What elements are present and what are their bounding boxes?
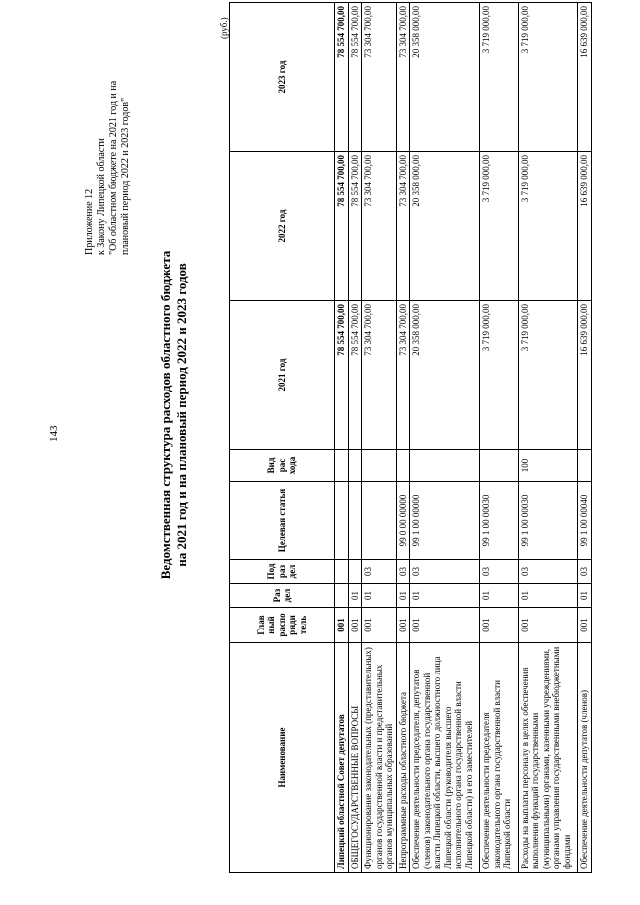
cell-vid: 100 [518,450,578,482]
cell-podrazdel: 03 [518,560,578,584]
cell-podrazdel: 03 [396,560,410,584]
cell-target: 99 0 00 00000 [396,482,410,560]
header-vid: Вид рас хода [230,450,335,482]
cell-razdel: 01 [518,584,578,608]
table-row [396,3,410,873]
cell-podrazdel [348,560,362,584]
cell-vid [578,450,592,482]
cell-podrazdel [335,560,349,584]
cell-2022: 78 554 700,00 [348,152,362,301]
currency-units: (руб.) [219,17,229,39]
header-target: Целевая статья [230,482,335,560]
cell-podrazdel: 03 [480,560,519,584]
table-row [335,3,349,873]
cell-glav: 001 [362,608,397,643]
cell-name: Обеспечение деятельности председателя законодательного органа государственной власти Липецкой области [480,643,519,873]
cell-name: Липецкий областной Совет депутатов [335,643,349,873]
cell-2023: 73 304 700,00 [362,3,397,152]
table-header-row [230,3,335,873]
cell-vid [480,450,519,482]
cell-razdel: 01 [362,584,397,608]
cell-razdel: 01 [410,584,480,608]
cell-name: ОБЩЕГОСУДАРСТВЕННЫЕ ВОПРОСЫ [348,643,362,873]
cell-name: Обеспечение деятельности депутатов (членов) [578,643,592,873]
cell-2022: 73 304 700,00 [362,152,397,301]
cell-name: Обеспечение деятельности председателя, депутатов (членов) законодательного органа государственной власти Липецкой области, высшего должностного лица Липецкой области (руководителя высшего исполнительного органа государственной власти Липецкой области) и его заместителей [410,643,480,873]
header-2022: 2022 год [230,152,335,301]
cell-2021: 73 304 700,00 [362,301,397,450]
header-name: Наименование [230,643,335,873]
cell-podrazdel: 03 [578,560,592,584]
cell-2023: 3 719 000,00 [480,3,519,152]
table-row [362,3,397,873]
cell-2023: 16 639 000,00 [578,3,592,152]
document-title [158,155,190,675]
title-line-2: на 2021 год и на плановый период 2022 и 2023 годов [174,263,189,567]
cell-glav: 001 [410,608,480,643]
cell-target: 99 1 00 00030 [518,482,578,560]
header-razdel: Раз дел [230,584,335,608]
header-2021: 2021 год [230,301,335,450]
cell-target: 99 1 00 00000 [410,482,480,560]
cell-vid [396,450,410,482]
cell-name: Расходы на выплаты персоналу в целях обеспечения выполнения функций государственными (муниципальными) органами, казенными учреждениями, органами управления государственными внебюджетными фондами [518,643,578,873]
cell-glav: 001 [480,608,519,643]
cell-2021: 78 554 700,00 [348,301,362,450]
cell-2022: 3 719 000,00 [518,152,578,301]
cell-2022: 20 358 000,00 [410,152,480,301]
appendix-line-2: к Закону Липецкой области [96,138,107,255]
appendix-note [84,81,132,255]
cell-2021: 73 304 700,00 [396,301,410,450]
cell-razdel: 01 [396,584,410,608]
budget-table [229,2,592,873]
cell-name: Функционирование законодательных (представительных) органов государственной власти и представительных органов муниципальных образований [362,643,397,873]
cell-vid [410,450,480,482]
cell-target: 99 1 00 00040 [578,482,592,560]
cell-vid [362,450,397,482]
cell-2021: 3 719 000,00 [518,301,578,450]
appendix-line-3: "Об областном бюджете на 2021 год и на [108,80,119,255]
cell-2022: 3 719 000,00 [480,152,519,301]
cell-2021: 3 719 000,00 [480,301,519,450]
table-row [348,3,362,873]
cell-2021: 78 554 700,00 [335,301,349,450]
cell-target [335,482,349,560]
header-glav: Глав ный распо ряди тель [230,608,335,643]
title-line-1: Ведомственная структура расходов областного бюджета [158,250,173,580]
cell-2022: 16 639 000,00 [578,152,592,301]
cell-target [348,482,362,560]
cell-glav: 001 [396,608,410,643]
cell-razdel: 01 [578,584,592,608]
cell-2022: 73 304 700,00 [396,152,410,301]
cell-razdel: 01 [480,584,519,608]
cell-podrazdel: 03 [362,560,397,584]
cell-2021: 20 358 000,00 [410,301,480,450]
cell-2023: 20 358 000,00 [410,3,480,152]
header-2023: 2023 год [230,3,335,152]
cell-glav: 001 [578,608,592,643]
cell-glav: 001 [335,608,349,643]
cell-glav: 001 [348,608,362,643]
cell-vid [335,450,349,482]
cell-2022: 78 554 700,00 [335,152,349,301]
cell-target: 99 1 00 00030 [480,482,519,560]
table-row [480,3,519,873]
cell-2023: 3 719 000,00 [518,3,578,152]
cell-2023: 78 554 700,00 [348,3,362,152]
page-number: 143 [48,425,60,442]
appendix-line-1: Приложение 12 [84,188,95,255]
header-podrazdel: Под раз дел [230,560,335,584]
table-row [410,3,480,873]
cell-target [362,482,397,560]
cell-podrazdel: 03 [410,560,480,584]
cell-2021: 16 639 000,00 [578,301,592,450]
appendix-line-4: плановый период 2022 и 2023 годов" [120,97,131,255]
table-row [518,3,578,873]
cell-2023: 73 304 700,00 [396,3,410,152]
cell-razdel: 01 [348,584,362,608]
cell-glav: 001 [518,608,578,643]
cell-name: Непрограммные расходы областного бюджета [396,643,410,873]
cell-vid [348,450,362,482]
table-row [578,3,592,873]
cell-2023: 78 554 700,00 [335,3,349,152]
cell-razdel [335,584,349,608]
